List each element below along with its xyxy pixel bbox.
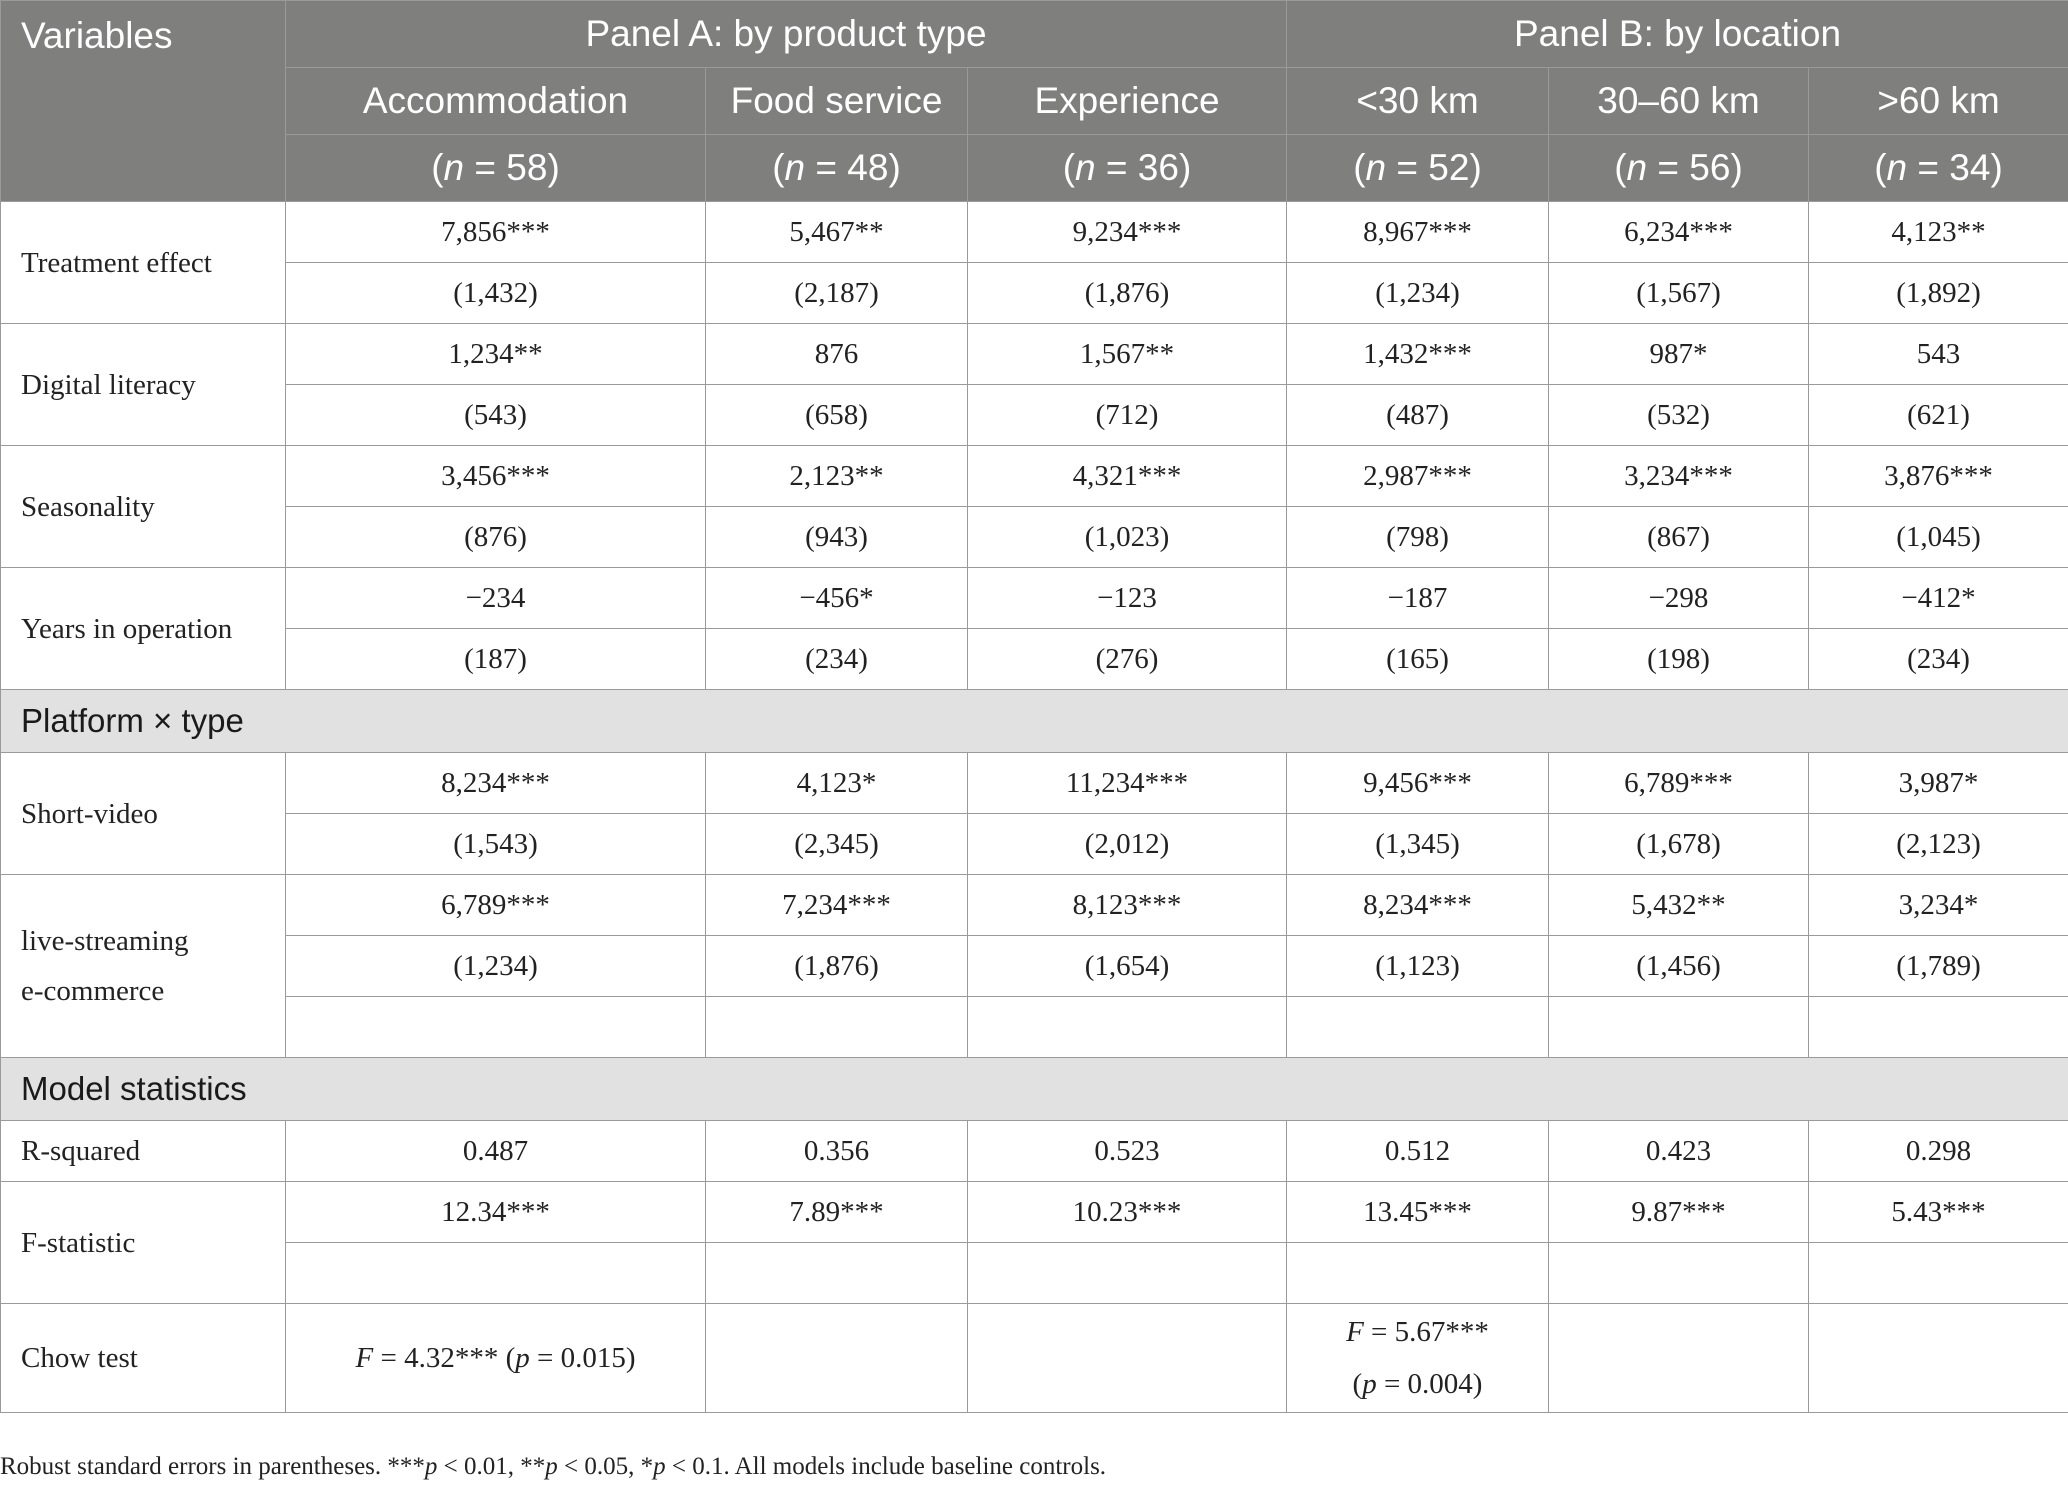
table-row [1,568,2068,629]
se-cell: (1,045) [1809,507,2068,568]
row-label: Chow test [1,1304,286,1413]
section-header-row [1,1058,2068,1121]
blank-row [1,997,2068,1058]
coef-cell: −298 [1549,568,1809,629]
blank-row [1,1243,2068,1304]
empty-cell [706,1243,968,1304]
se-cell: (543) [286,385,706,446]
table-row [1,875,2068,936]
coef-cell: 7,234*** [706,875,968,936]
se-cell: (2,123) [1809,814,2068,875]
table-row [1,446,2068,507]
table-row [1,507,2068,568]
col-header-food-service: Food service [706,68,968,135]
coef-cell: 8,234*** [286,753,706,814]
stat-cell: 0.487 [286,1121,706,1182]
variables-header: Variables [1,1,286,202]
coef-cell: 1,567** [968,324,1287,385]
se-cell: (1,789) [1809,936,2068,997]
table-row [1,1182,2068,1243]
empty-cell [1809,1243,2068,1304]
stat-cell: 13.45*** [1287,1182,1549,1243]
table-row [1,814,2068,875]
coef-cell: 4,123** [1809,202,2068,263]
se-cell: (234) [1809,629,2068,690]
coef-cell: 3,876*** [1809,446,2068,507]
se-cell: (198) [1549,629,1809,690]
table-row [1,385,2068,446]
empty-cell [1809,1304,2068,1413]
se-cell: (1,654) [968,936,1287,997]
se-cell: (1,567) [1549,263,1809,324]
coef-cell: −234 [286,568,706,629]
coef-cell: 6,789*** [1549,753,1809,814]
coef-cell: 4,123* [706,753,968,814]
n-experience: (n = 36) [968,135,1287,202]
row-label: Treatment effect [1,202,286,324]
se-cell: (621) [1809,385,2068,446]
se-cell: (1,023) [968,507,1287,568]
coef-cell: 2,987*** [1287,446,1549,507]
table-row [1,202,2068,263]
coef-cell: −456* [706,568,968,629]
coef-cell: 4,321*** [968,446,1287,507]
col-header-accommodation: Accommodation [286,68,706,135]
coef-cell: 3,456*** [286,446,706,507]
section-header-row [1,690,2068,753]
se-cell: (2,012) [968,814,1287,875]
se-cell: (487) [1287,385,1549,446]
stat-cell: 0.423 [1549,1121,1809,1182]
coef-cell: 11,234*** [968,753,1287,814]
n-gt60km: (n = 34) [1809,135,2068,202]
se-cell: (1,234) [286,936,706,997]
se-cell: (1,234) [1287,263,1549,324]
empty-cell [1809,997,2068,1058]
coef-cell: 543 [1809,324,2068,385]
stat-cell: 0.512 [1287,1121,1549,1182]
se-cell: (532) [1549,385,1809,446]
row-label: F-statistic [1,1182,286,1304]
coef-cell: 3,234* [1809,875,2068,936]
empty-cell [1287,1243,1549,1304]
row-label: Digital literacy [1,324,286,446]
coef-cell: 1,432*** [1287,324,1549,385]
coef-cell: 1,234** [286,324,706,385]
se-cell: (2,345) [706,814,968,875]
coef-cell: 987* [1549,324,1809,385]
se-cell: (867) [1549,507,1809,568]
stat-cell: 7.89*** [706,1182,968,1243]
sample-size-row [1,135,2068,202]
section-model-statistics: Model statistics [1,1058,2068,1121]
se-cell: (1,892) [1809,263,2068,324]
empty-cell [286,997,706,1058]
coef-cell: 5,467** [706,202,968,263]
stat-cell: 12.34*** [286,1182,706,1243]
se-cell: (1,432) [286,263,706,324]
row-label: Short-video [1,753,286,875]
empty-cell [1549,997,1809,1058]
section-platform-type: Platform × type [1,690,2068,753]
se-cell: (1,678) [1549,814,1809,875]
panel-a-header: Panel A: by product type [286,1,1287,68]
col-header-lt30km: <30 km [1287,68,1549,135]
col-header-gt60km: >60 km [1809,68,2068,135]
row-label [1,875,286,1058]
se-cell: (276) [968,629,1287,690]
table-footnote: Robust standard errors in parentheses. ***p < 0.01, **p < 0.05, *p < 0.1. All models include baseline controls. [0,1453,1107,1480]
stat-cell: 5.43*** [1809,1182,2068,1243]
n-food-service: (n = 48) [706,135,968,202]
empty-cell [706,1304,968,1413]
se-cell: (876) [286,507,706,568]
empty-cell [968,1243,1287,1304]
se-cell: (1,456) [1549,936,1809,997]
coef-cell: 2,123** [706,446,968,507]
coef-cell: 876 [706,324,968,385]
empty-cell [968,997,1287,1058]
table-row [1,1121,2068,1182]
coef-cell: 8,967*** [1287,202,1549,263]
chow-panel-a-cell: F = 4.32*** (p = 0.015) [286,1304,706,1413]
se-cell: (1,345) [1287,814,1549,875]
empty-cell [1287,997,1549,1058]
se-cell: (712) [968,385,1287,446]
coef-cell: 8,123*** [968,875,1287,936]
table-row [1,936,2068,997]
row-label-line: live-streaming [21,925,189,957]
se-cell: (658) [706,385,968,446]
se-cell: (1,876) [968,263,1287,324]
se-cell: (798) [1287,507,1549,568]
coef-cell: 5,432** [1549,875,1809,936]
stat-cell: 10.23*** [968,1182,1287,1243]
table-row [1,753,2068,814]
coef-cell: 9,456*** [1287,753,1549,814]
se-cell: (165) [1287,629,1549,690]
n-lt30km: (n = 52) [1287,135,1549,202]
row-label: Years in operation [1,568,286,690]
se-cell: (943) [706,507,968,568]
coef-cell: −123 [968,568,1287,629]
chow-panel-b-cell: F = 5.67*** (p = 0.004) [1287,1304,1549,1413]
stat-cell: 0.523 [968,1121,1287,1182]
se-cell: (1,123) [1287,936,1549,997]
row-label: Seasonality [1,446,286,568]
coef-cell: 9,234*** [968,202,1287,263]
row-label-line: e-commerce [21,975,165,1007]
coef-cell: 8,234*** [1287,875,1549,936]
panel-b-header: Panel B: by location [1287,1,2068,68]
table-row [1,263,2068,324]
se-cell: (234) [706,629,968,690]
table-row [1,629,2068,690]
coef-cell: −187 [1287,568,1549,629]
coef-cell: 6,789*** [286,875,706,936]
se-cell: (2,187) [706,263,968,324]
se-cell: (1,543) [286,814,706,875]
se-cell: (1,876) [706,936,968,997]
empty-cell [1549,1304,1809,1413]
row-label: R-squared [1,1121,286,1182]
coef-cell: 3,234*** [1549,446,1809,507]
coef-cell: 6,234*** [1549,202,1809,263]
empty-cell [706,997,968,1058]
col-header-experience: Experience [968,68,1287,135]
se-cell: (187) [286,629,706,690]
col-header-30-60km: 30–60 km [1549,68,1809,135]
coef-cell: 3,987* [1809,753,2068,814]
coef-cell: −412* [1809,568,2068,629]
n-30-60km: (n = 56) [1549,135,1809,202]
stat-cell: 9.87*** [1549,1182,1809,1243]
empty-cell [286,1243,706,1304]
n-accommodation: (n = 58) [286,135,706,202]
table-row [1,324,2068,385]
table-row [1,1304,2068,1413]
stat-cell: 0.356 [706,1121,968,1182]
empty-cell [968,1304,1287,1413]
stat-cell: 0.298 [1809,1121,2068,1182]
coef-cell: 7,856*** [286,202,706,263]
empty-cell [1549,1243,1809,1304]
